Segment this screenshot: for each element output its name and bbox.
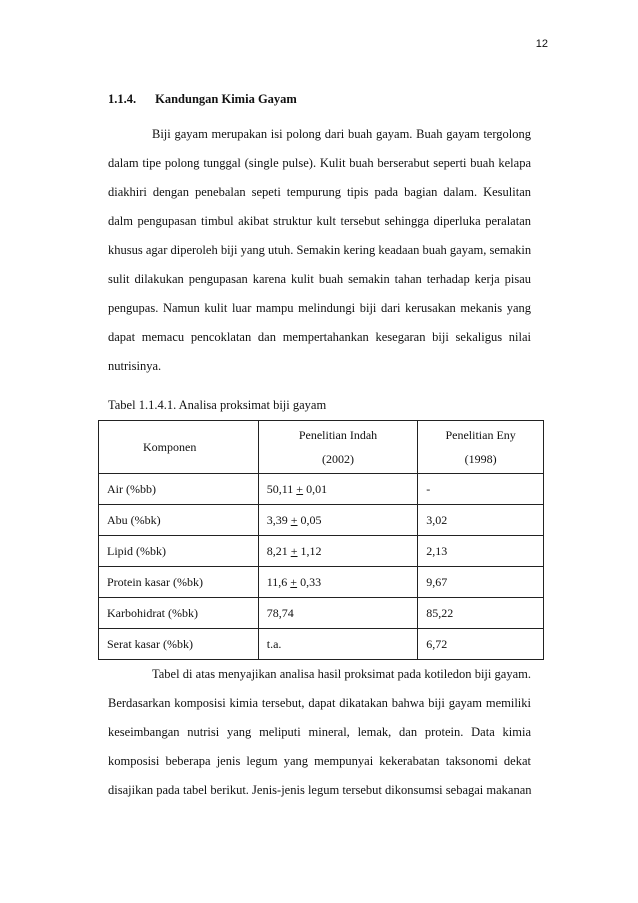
table-cell: t.a. [258, 629, 418, 660]
header-komponen: Komponen [99, 421, 259, 474]
paragraph-line: sulit dilakukan pengupasan karena kulit buah semakin tahan terhadap kerja pisau [108, 272, 531, 286]
header-line: Penelitian Indah [298, 428, 378, 442]
table-row [99, 536, 544, 567]
table-header-row [99, 421, 544, 474]
header-penelitian-eny [418, 421, 544, 474]
header-line: (2002) [322, 452, 354, 466]
paragraph-intro [108, 120, 531, 381]
paragraph-line: keseimbangan nutrisi yang meliputi mineral, lemak, dan protein. Data kimia [108, 725, 531, 739]
header-penelitian-indah [258, 421, 418, 474]
table-row [99, 598, 544, 629]
paragraph-line: Berdasarkan komposisi kimia tersebut, dapat dikatakan bahwa biji gayam memiliki [108, 696, 531, 710]
table-cell: 8,21 + 1,12 [258, 536, 418, 567]
table-cell: Protein kasar (%bk) [99, 567, 259, 598]
paragraph-line: diakhiri dengan penebalan sepeti tempurung tipis pada bagian dalam. Kesulitan [108, 185, 531, 199]
table-row [99, 474, 544, 505]
paragraph-line: khusus agar diperoleh biji yang utuh. Semakin kering keadaan buah gayam, semakin [108, 243, 532, 257]
plus-minus-sign: + [290, 512, 298, 527]
table-caption: Tabel 1.1.4.1. Analisa proksimat biji gayam [108, 398, 327, 412]
section-title: Kandungan Kimia Gayam [155, 92, 297, 106]
table-row [99, 505, 544, 536]
proximate-analysis-table [98, 420, 544, 660]
table-cell: Lipid (%bk) [99, 536, 259, 567]
table-cell: 2,13 [418, 536, 544, 567]
paragraph-line: komposisi beberapa jenis legum yang mempunyai kekerabatan taksonomi dekat [108, 754, 531, 768]
plus-minus-sign: + [290, 574, 298, 589]
table-cell: Abu (%bk) [99, 505, 259, 536]
section-number: 1.1.4. [108, 92, 137, 106]
paragraph-discussion [108, 660, 531, 805]
table-cell: 9,67 [418, 567, 544, 598]
table-row [99, 629, 544, 660]
table-cell: 50,11 + 0,01 [258, 474, 418, 505]
table-row [99, 567, 544, 598]
paragraph-line: dalam tipe polong tunggal (single pulse). Kulit buah berserabut seperti buah kelapa [108, 156, 531, 170]
paragraph-line: Tabel di atas menyajikan analisa hasil proksimat pada kotiledon biji gayam. [152, 667, 531, 681]
paragraph-line: dapat memacu pencoklatan dan mempertahankan kesegaran biji sekaligus nilai [108, 330, 531, 344]
paragraph-line: dalm pengupasan timbul akibat struktur kult tersebut sehingga diperluka peralatan [108, 214, 531, 228]
page-number: 12 [535, 38, 548, 50]
plus-minus-sign: + [290, 543, 298, 558]
header-line: (1998) [464, 452, 497, 466]
paragraph-line: Biji gayam merupakan isi polong dari buah gayam. Buah gayam tergolong [152, 127, 531, 141]
paragraph-line: nutrisinya. [108, 359, 162, 373]
table-cell: Serat kasar (%bk) [99, 629, 259, 660]
paragraph-line: pengupas. Namun kulit luar mampu melindungi biji dari kerusakan mekanis yang [108, 301, 531, 315]
table-cell: 78,74 [258, 598, 418, 629]
table-cell: 6,72 [418, 629, 544, 660]
header-line: Penelitian Eny [445, 428, 516, 442]
table-cell: Karbohidrat (%bk) [99, 598, 259, 629]
table-cell: 11,6 + 0,33 [258, 567, 418, 598]
table-cell: 3,39 + 0,05 [258, 505, 418, 536]
paragraph-line: disajikan pada tabel berikut. Jenis-jenis legum tersebut dikonsumsi sebagai makanan [108, 783, 532, 797]
plus-minus-sign: + [296, 481, 304, 496]
table-cell: 3,02 [418, 505, 544, 536]
table-cell: - [418, 474, 544, 505]
table-cell: Air (%bb) [99, 474, 259, 505]
section-heading [108, 92, 297, 107]
table-cell: 85,22 [418, 598, 544, 629]
